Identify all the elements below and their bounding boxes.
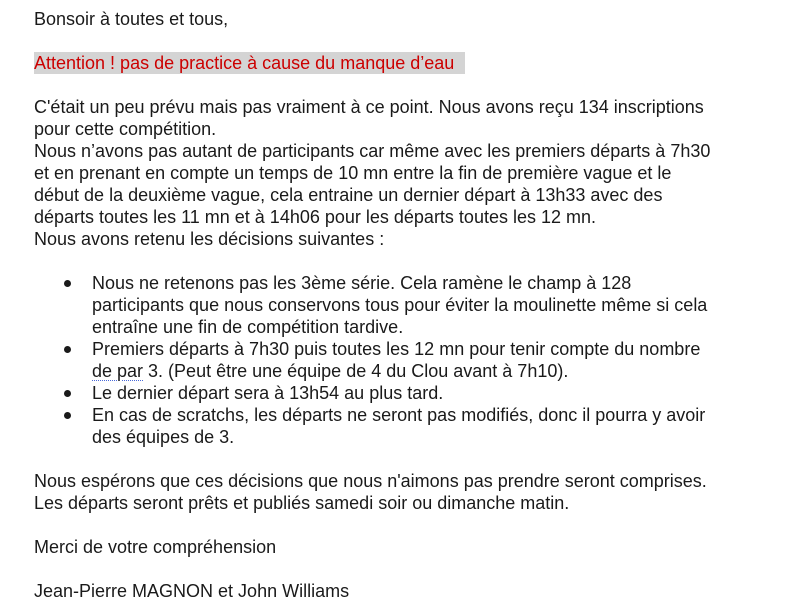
paragraph-line: pour cette compétition. (34, 119, 217, 139)
blank-line (34, 514, 774, 536)
blank-line (34, 74, 774, 96)
blank-line (34, 30, 774, 52)
paragraph-line: début de la deuxième vague, cela entraine un dernier départ à 13h33 avec des (34, 185, 663, 205)
list-item-line: Nous ne retenons pas les 3ème série. Cela ramène le champ à 128 (92, 273, 632, 293)
paragraph-line: et en prenant en compte un temps de 10 mn entre la fin de première vague et le (34, 163, 672, 183)
list-item-line: En cas de scratchs, les départs ne seront pas modifiés, donc il pourra y avoir (92, 405, 706, 425)
list-item (34, 404, 774, 448)
list-item-line: des équipes de 3. (92, 427, 235, 447)
spellcheck-underlined-text[interactable]: de par (92, 361, 144, 381)
list-item (34, 272, 774, 338)
list-item-line: entraîne une fin de compétition tardive. (92, 317, 404, 337)
greeting: Bonsoir à toutes et tous, (34, 9, 229, 29)
list-item-text: 3. (Peut être une équipe de 4 du Clou avant à 7h10). (143, 361, 569, 381)
paragraph-participants (34, 140, 774, 228)
blank-line (34, 448, 774, 470)
list-item-line: Le dernier départ sera à 13h54 au plus tard. (92, 383, 444, 403)
decisions-intro: Nous avons retenu les décisions suivantes : (34, 229, 385, 249)
list-item-line (92, 360, 774, 382)
thanks-line: Merci de votre compréhension (34, 537, 277, 557)
paragraph-inscriptions (34, 96, 774, 140)
paragraph-closing (34, 470, 774, 514)
list-item (34, 382, 774, 404)
bullet-icon (63, 404, 77, 426)
paragraph-line: C'était un peu prévu mais pas vraiment à ce point. Nous avons reçu 134 inscriptions (34, 97, 704, 117)
bullet-icon (63, 382, 77, 404)
paragraph-line: Les départs seront prêts et publiés samedi soir ou dimanche matin. (34, 493, 570, 513)
blank-line (34, 558, 774, 580)
list-item-line: Premiers départs à 7h30 puis toutes les 12 mn pour tenir compte du nombre (92, 339, 701, 359)
bullet-icon (63, 272, 77, 294)
warning-highlight: Attention ! pas de practice à cause du manque d’eau (34, 52, 465, 74)
list-item-line: participants que nous conservons tous pour éviter la moulinette même si cela (92, 295, 708, 315)
paragraph-line: Nous espérons que ces décisions que nous n'aimons pas prendre seront comprises. (34, 471, 707, 491)
warning-line (34, 52, 774, 74)
signature: Jean-Pierre MAGNON et John Williams (34, 581, 350, 601)
paragraph-line: départs toutes les 11 mn et à 14h06 pour les départs toutes les 12 mn. (34, 207, 597, 227)
decisions-list (34, 272, 774, 448)
paragraph-line: Nous n’avons pas autant de participants car même avec les premiers départs à 7h30 (34, 141, 711, 161)
list-item (34, 338, 774, 382)
bullet-icon (63, 338, 77, 360)
blank-line (34, 250, 774, 272)
email-body (34, 8, 774, 602)
